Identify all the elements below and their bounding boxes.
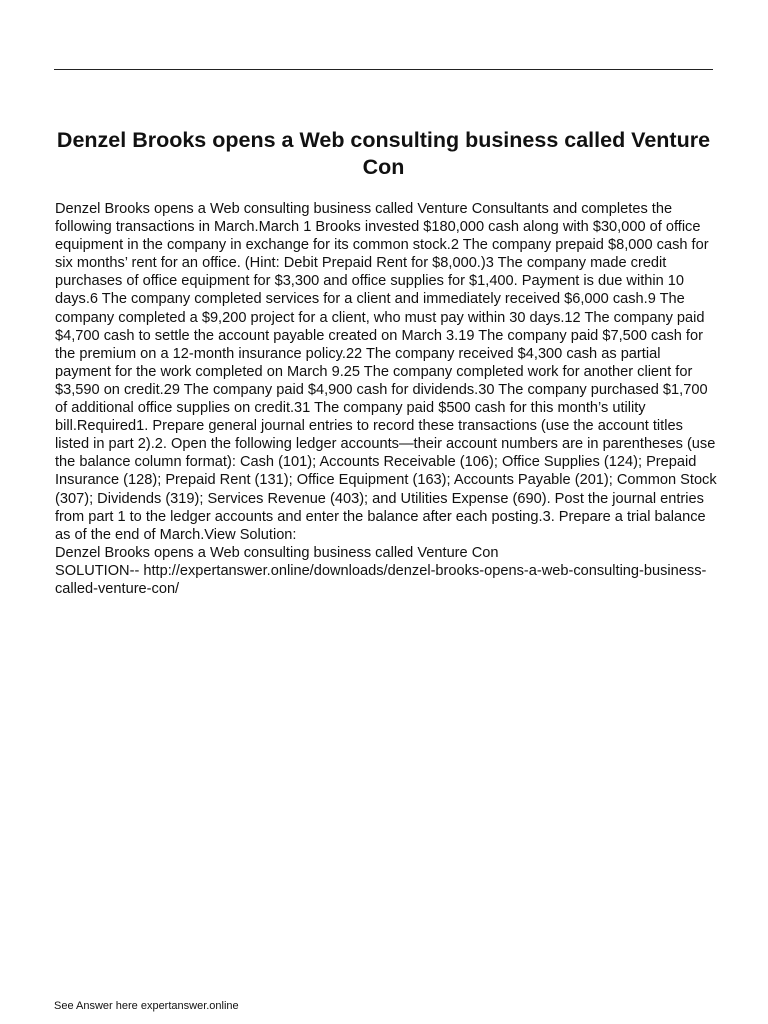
footer-text: See Answer here expertanswer.online: [54, 1000, 239, 1012]
solution-link[interactable]: SOLUTION-- http://expertanswer.online/downloads/denzel-brooks-opens-a-web-consulting-business-called-venture-con/: [55, 562, 707, 597]
repeat-title-line: Denzel Brooks opens a Web consulting business called Venture Con: [55, 544, 499, 561]
body-text-block: [55, 200, 717, 598]
question-paragraph: Denzel Brooks opens a Web consulting business called Venture Consultants and completes the following transactions in March.March 1 Brooks invested $180,000 cash along with $30,000 of office equipment in the company in exchange for its common stock.2 The company prepaid $8,000 cash for six months’ rent for an office. (Hint: Debit Prepaid Rent for $8,000.)3 The company made credit purchases of office equipment for $3,300 and office supplies for $1,400. Payment is due within 10 days.6 The company completed services for a client and immediately received $6,000 cash.9 The company completed a $9,200 project for a client, who must pay within 30 days.12 The company paid $4,700 cash to settle the account payable created on March 3.19 The company paid $7,500 cash for the premium on a 12-month insurance policy.22 The company received $4,300 cash as partial payment for the work completed on March 9.25 The company completed work for another client for $3,590 on credit.29 The company paid $4,900 cash for dividends.30 The company purchased $1,700 of additional office supplies on credit.31 The company paid $500 cash for this month’s utility bill.Required1. Prepare general journal entries to record these transactions (use the account titles listed in part 2).2. Open the following ledger accounts—their account numbers are in parentheses (use the balance column format): Cash (101); Accounts Receivable (106); Office Supplies (124); Prepaid Insurance (128); Prepaid Rent (131); Office Equipment (163); Accounts Payable (201); Common Stock (307); Dividends (319); Services Revenue (403); and Utilities Expense (690). Post the journal entries from part 1 to the ledger accounts and enter the balance after each posting.3. Prepare a trial balance as of the end of March.View Solution:: [55, 201, 717, 543]
header-rule: [54, 69, 713, 70]
page-title: Denzel Brooks opens a Web consulting business called Venture Con: [56, 128, 711, 179]
